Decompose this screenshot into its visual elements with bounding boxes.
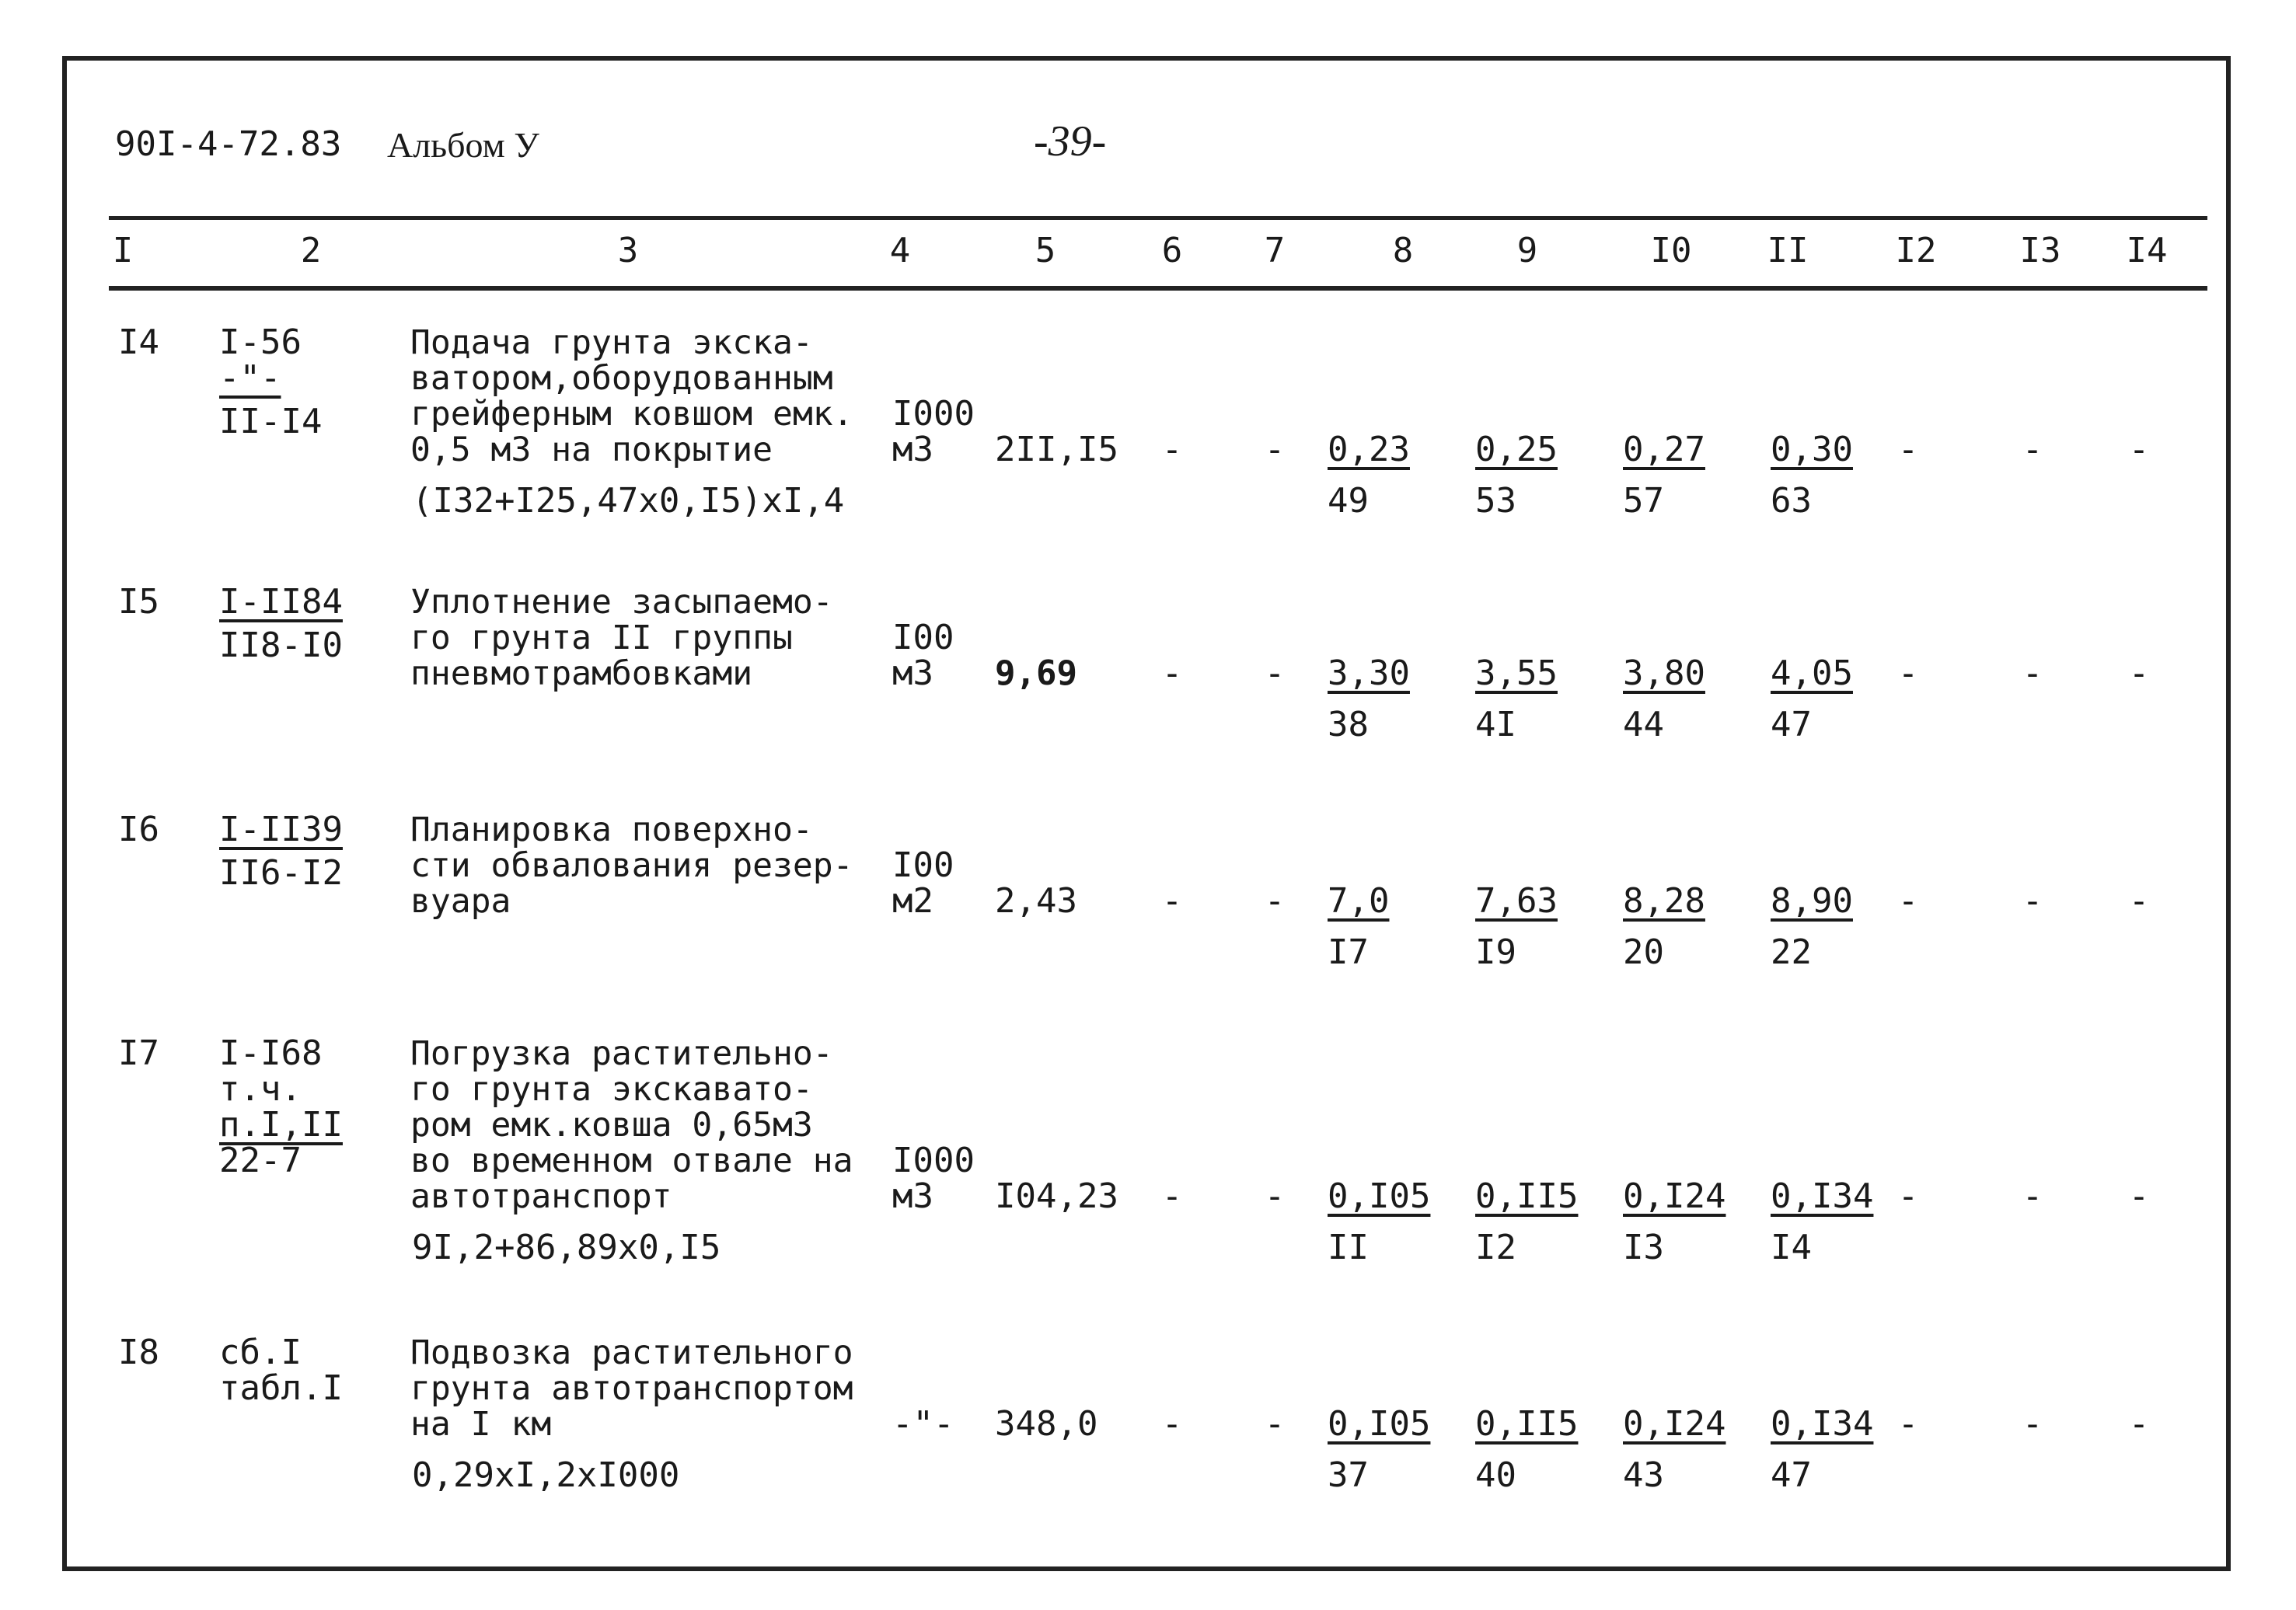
column-header: 7 <box>1264 231 1286 270</box>
unit-of-measure: I00 <box>892 845 954 885</box>
volume-formula: (I32+I25,47x0,I5)xI,4 <box>412 481 845 521</box>
col7-dash: - <box>1264 1176 1286 1216</box>
col14-dash: - <box>2128 881 2150 921</box>
col6-dash: - <box>1161 881 1183 921</box>
col6-dash: - <box>1161 1404 1183 1444</box>
col6-dash: - <box>1161 653 1183 693</box>
col13-dash: - <box>2022 881 2043 921</box>
value-rate: 0,23 <box>1328 430 1410 469</box>
value-rate: 0,25 <box>1475 430 1558 469</box>
column-header: 5 <box>1035 231 1056 270</box>
norm-code: I-I68 <box>219 1033 323 1073</box>
col7-dash: - <box>1264 881 1286 921</box>
norm-code: п.I,II <box>219 1105 343 1145</box>
value-cost: 63 <box>1771 481 1812 521</box>
col13-dash: - <box>2022 1404 2043 1444</box>
unit-of-measure: I000 <box>892 394 975 434</box>
norm-code: I-56 <box>219 322 302 362</box>
column-header: I4 <box>2126 231 2168 270</box>
value-rate: 0,I34 <box>1771 1176 1874 1216</box>
column-header: I0 <box>1650 231 1692 270</box>
col12-dash: - <box>1897 653 1919 693</box>
unit-of-measure: м3 <box>892 653 933 693</box>
volume-formula: 0,29xI,2xI000 <box>412 1455 680 1495</box>
row-number: I7 <box>118 1033 159 1073</box>
col6-dash: - <box>1161 1176 1183 1216</box>
value-cost: I4 <box>1771 1228 1812 1267</box>
value-cost: 47 <box>1771 1455 1812 1495</box>
value-cost: 47 <box>1771 705 1812 744</box>
value-cost: I9 <box>1475 932 1516 972</box>
value-cost: 22 <box>1771 932 1812 972</box>
unit-of-measure: м3 <box>892 1176 933 1216</box>
col7-dash: - <box>1264 653 1286 693</box>
value-rate: 0,I34 <box>1771 1404 1874 1444</box>
value-rate: 0,I05 <box>1328 1176 1431 1216</box>
value-cost: 53 <box>1475 481 1516 521</box>
col13-dash: - <box>2022 430 2043 469</box>
column-header: 3 <box>617 231 639 270</box>
row-number: I8 <box>118 1333 159 1372</box>
norm-code: сб.I <box>219 1333 302 1372</box>
col12-dash: - <box>1897 881 1919 921</box>
work-description: Подача грунта экска- ватором,оборудованным грейферным ковшом емк. 0,5 м3 на покрытие <box>410 323 853 469</box>
header-rule-top <box>109 216 2207 220</box>
value-rate: 0,30 <box>1771 430 1853 469</box>
quantity: I04,23 <box>995 1176 1118 1216</box>
norm-code: I-II84 <box>219 582 343 622</box>
value-rate: 7,63 <box>1475 881 1558 921</box>
norm-code: II8-I0 <box>219 626 343 665</box>
work-description: Подвозка растительного грунта автотранспортом на I км <box>410 1333 853 1444</box>
norm-code: т.ч. <box>219 1069 302 1109</box>
value-cost: 44 <box>1623 705 1664 744</box>
unit-of-measure: I00 <box>892 618 954 657</box>
quantity: 2II,I5 <box>995 430 1118 469</box>
value-rate: 0,II5 <box>1475 1176 1579 1216</box>
norm-code: II6-I2 <box>219 853 343 893</box>
col6-dash: - <box>1161 430 1183 469</box>
value-rate: 3,80 <box>1623 653 1705 693</box>
column-header: I <box>112 231 134 270</box>
column-header: I3 <box>2019 231 2061 270</box>
value-cost: I2 <box>1475 1228 1516 1267</box>
value-cost: 4I <box>1475 705 1516 744</box>
work-description: Погрузка растительно- го грунта экскавато- ром емк.ковша 0,65м3 во временном отвале на автотранспорт <box>410 1034 853 1216</box>
col12-dash: - <box>1897 430 1919 469</box>
norm-code: 22-7 <box>219 1141 302 1180</box>
unit-of-measure: I000 <box>892 1141 975 1180</box>
value-rate: 0,I24 <box>1623 1176 1726 1216</box>
row-number: I4 <box>118 322 159 362</box>
album-label: Альбом У <box>387 125 539 165</box>
column-header: II <box>1767 231 1809 270</box>
value-rate: 8,28 <box>1623 881 1705 921</box>
column-header: 2 <box>300 231 322 270</box>
work-description: Планировка поверхно- сти обвалования резер- вуара <box>410 810 853 921</box>
col14-dash: - <box>2128 430 2150 469</box>
col14-dash: - <box>2128 1404 2150 1444</box>
value-rate: 3,55 <box>1475 653 1558 693</box>
work-description: Уплотнение засыпаемо- го грунта II группы пневмотрамбовками <box>410 583 833 693</box>
value-rate: 0,I24 <box>1623 1404 1726 1444</box>
column-header: 9 <box>1516 231 1538 270</box>
col7-dash: - <box>1264 1404 1286 1444</box>
value-rate: 0,II5 <box>1475 1404 1579 1444</box>
row-number: I6 <box>118 810 159 849</box>
value-cost: II <box>1328 1228 1369 1267</box>
unit-of-measure: -"- <box>892 1404 954 1444</box>
unit-of-measure: м2 <box>892 881 933 921</box>
unit-of-measure: м3 <box>892 430 933 469</box>
value-rate: 3,30 <box>1328 653 1410 693</box>
value-cost: 57 <box>1623 481 1664 521</box>
value-cost: 37 <box>1328 1455 1369 1495</box>
value-cost: 40 <box>1475 1455 1516 1495</box>
norm-code: -"- <box>219 358 281 398</box>
quantity: 9,69 <box>995 653 1077 693</box>
page-frame <box>62 56 2231 1571</box>
page-number: -39- <box>1034 117 1107 166</box>
norm-code: I-II39 <box>219 810 343 849</box>
value-cost: I7 <box>1328 932 1369 972</box>
value-cost: 20 <box>1623 932 1664 972</box>
column-header: 6 <box>1161 231 1183 270</box>
col7-dash: - <box>1264 430 1286 469</box>
volume-formula: 9I,2+86,89x0,I5 <box>412 1228 721 1267</box>
norm-code: II-I4 <box>219 402 323 441</box>
col13-dash: - <box>2022 653 2043 693</box>
column-header: 4 <box>889 231 911 270</box>
col13-dash: - <box>2022 1176 2043 1216</box>
value-cost: 43 <box>1623 1455 1664 1495</box>
column-header: 8 <box>1392 231 1414 270</box>
value-cost: 49 <box>1328 481 1369 521</box>
quantity: 348,0 <box>995 1404 1098 1444</box>
column-header: I2 <box>1895 231 1937 270</box>
quantity: 2,43 <box>995 881 1077 921</box>
norm-code: табл.I <box>219 1368 343 1408</box>
header-rule-bottom <box>109 286 2207 291</box>
value-cost: I3 <box>1623 1228 1664 1267</box>
value-rate: 8,90 <box>1771 881 1853 921</box>
value-rate: 0,I05 <box>1328 1404 1431 1444</box>
value-rate: 0,27 <box>1623 430 1705 469</box>
col12-dash: - <box>1897 1176 1919 1216</box>
row-number: I5 <box>118 582 159 622</box>
col14-dash: - <box>2128 653 2150 693</box>
col12-dash: - <box>1897 1404 1919 1444</box>
value-cost: 38 <box>1328 705 1369 744</box>
col14-dash: - <box>2128 1176 2150 1216</box>
document-code: 90I-4-72.83 <box>115 124 342 164</box>
value-rate: 4,05 <box>1771 653 1853 693</box>
value-rate: 7,0 <box>1328 881 1390 921</box>
